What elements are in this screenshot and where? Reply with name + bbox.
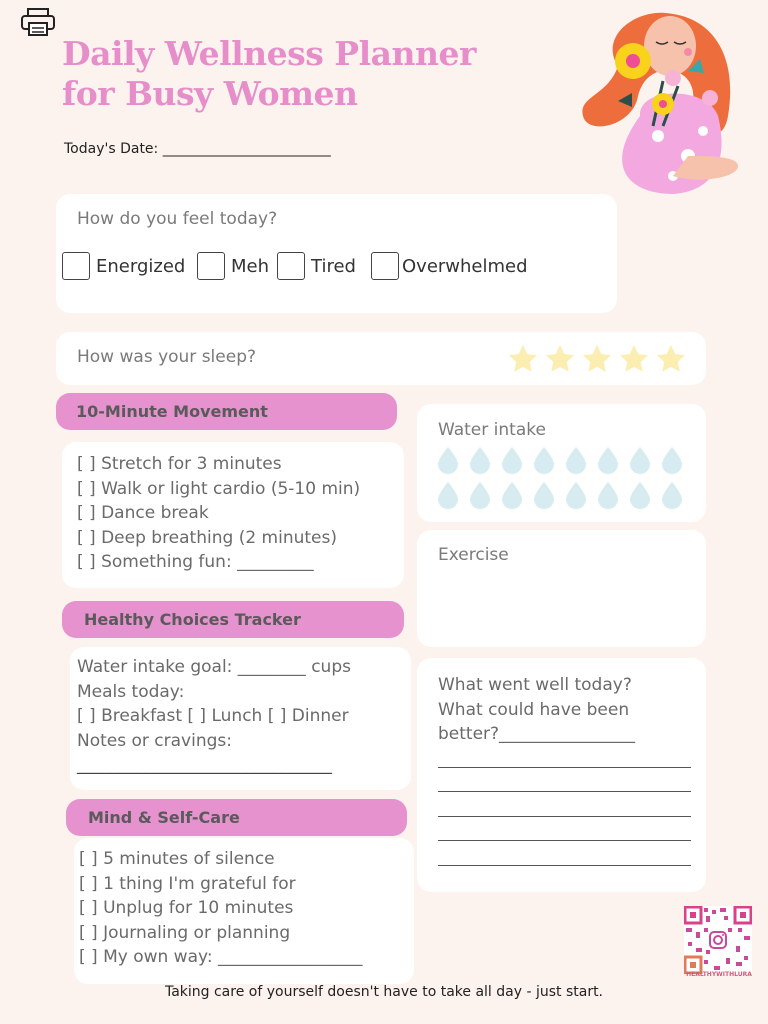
healthy-choices-list	[77, 655, 351, 778]
star-icon[interactable]	[618, 343, 650, 375]
mood-question: How do you feel today?	[77, 209, 278, 229]
water-drop-icon[interactable]	[661, 481, 683, 509]
water-drop-icon[interactable]	[629, 446, 651, 474]
sleep-question: How was your sleep?	[77, 347, 257, 367]
water-drop-icon[interactable]	[469, 481, 491, 509]
reflection-line: What could have been	[438, 699, 630, 720]
star-icon[interactable]	[544, 343, 576, 375]
writing-line[interactable]	[438, 816, 691, 817]
star-icon[interactable]	[581, 343, 613, 375]
exercise-label: Exercise	[438, 545, 509, 565]
star-icon[interactable]	[507, 343, 539, 375]
meals-checklist[interactable]: [ ] Breakfast [ ] Lunch [ ] Dinner	[77, 706, 349, 727]
water-goal-line[interactable]: Water intake goal: ________ cups	[77, 657, 351, 677]
mood-option-label: Tired	[311, 255, 356, 277]
reflection-line: What went well today?	[438, 675, 632, 695]
star-icon[interactable]	[655, 343, 687, 375]
movement-heading-label: 10-Minute Movement	[76, 402, 268, 421]
checklist-item[interactable]: [ ] 1 thing I'm grateful for	[79, 873, 296, 894]
instagram-qr-code[interactable]	[684, 906, 752, 974]
mood-option-overwhelmed[interactable]	[371, 252, 528, 280]
checklist-item[interactable]: [ ] Something fun: _________	[77, 552, 314, 573]
printer-icon[interactable]	[20, 8, 56, 40]
mood-option-tired[interactable]	[277, 252, 356, 280]
mood-option-meh[interactable]	[197, 252, 269, 280]
title-line-1: Daily Wellness Planner	[62, 34, 476, 73]
water-label: Water intake	[438, 420, 546, 440]
woman-with-flowers-illustration	[578, 6, 748, 200]
writing-line[interactable]	[438, 791, 691, 792]
water-drops-row-1	[437, 446, 683, 474]
reflection-line[interactable]: better?________________	[438, 724, 636, 745]
mood-option-label: Meh	[231, 255, 270, 277]
instagram-handle: HEALTHYWITHLURA	[686, 971, 752, 978]
sleep-rating[interactable]	[507, 343, 687, 375]
checkbox[interactable]	[371, 252, 399, 280]
mind-selfcare-heading	[66, 799, 407, 836]
writing-line[interactable]	[438, 840, 691, 841]
water-drop-icon[interactable]	[565, 446, 587, 474]
mind-selfcare-heading-label: Mind & Self-Care	[88, 808, 240, 827]
checkbox[interactable]	[62, 252, 90, 280]
notes-line[interactable]: ______________________________	[77, 755, 332, 776]
checklist-item[interactable]: [ ] Dance break	[77, 503, 209, 524]
water-drop-icon[interactable]	[533, 446, 555, 474]
water-drops-row-2	[437, 481, 683, 509]
water-drop-icon[interactable]	[661, 446, 683, 474]
reflection-prompt	[438, 673, 635, 747]
water-drop-icon[interactable]	[629, 481, 651, 509]
checklist-item[interactable]: [ ] Walk or light cardio (5-10 min)	[77, 478, 361, 499]
movement-list	[77, 452, 360, 575]
checkbox[interactable]	[197, 252, 225, 280]
healthy-choices-heading	[62, 601, 404, 638]
water-drop-icon[interactable]	[533, 481, 555, 509]
notes-label: Notes or cravings:	[77, 730, 232, 751]
water-drop-icon[interactable]	[565, 481, 587, 509]
healthy-choices-heading-label: Healthy Choices Tracker	[84, 610, 301, 629]
title-line-2: for Busy Women	[62, 74, 358, 113]
footer-tagline: Taking care of yourself doesn't have to take all day - just start.	[164, 984, 604, 1000]
page-title	[62, 34, 522, 114]
movement-heading	[56, 393, 397, 430]
water-drop-icon[interactable]	[437, 446, 459, 474]
water-drop-icon[interactable]	[469, 446, 491, 474]
water-drop-icon[interactable]	[501, 481, 523, 509]
checklist-item[interactable]: [ ] 5 minutes of silence	[79, 849, 275, 869]
writing-line[interactable]	[438, 865, 691, 866]
water-drop-icon[interactable]	[597, 446, 619, 474]
water-drop-icon[interactable]	[501, 446, 523, 474]
checklist-item[interactable]: [ ] Deep breathing (2 minutes)	[77, 527, 337, 548]
water-drop-icon[interactable]	[597, 481, 619, 509]
mind-selfcare-list	[79, 847, 362, 970]
checklist-item[interactable]: [ ] Stretch for 3 minutes	[77, 454, 282, 474]
mood-option-label: Overwhelmed	[402, 255, 528, 277]
mood-option-energized[interactable]	[62, 252, 185, 280]
checklist-item[interactable]: [ ] My own way: _________________	[79, 947, 363, 968]
checkbox[interactable]	[277, 252, 305, 280]
date-field[interactable]: Today's Date: ________________________	[64, 141, 331, 157]
checklist-item[interactable]: [ ] Journaling or planning	[79, 922, 291, 943]
checklist-item[interactable]: [ ] Unplug for 10 minutes	[79, 898, 294, 919]
water-drop-icon[interactable]	[437, 481, 459, 509]
mood-option-label: Energized	[96, 255, 186, 277]
meals-label: Meals today:	[77, 681, 185, 702]
writing-line[interactable]	[438, 767, 691, 768]
